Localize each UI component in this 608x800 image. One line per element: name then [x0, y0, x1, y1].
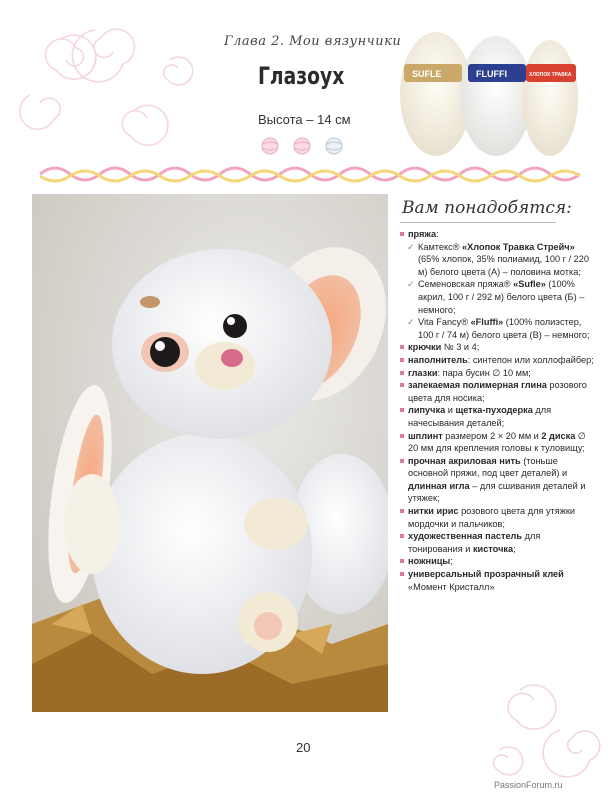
material-item — [400, 379, 594, 404]
material-name: 2 диска — [541, 430, 576, 441]
material-text: ∅ 20 мм для крепления головы к туловищу; — [408, 430, 586, 454]
material-item — [400, 530, 594, 555]
material-item — [400, 568, 594, 593]
material-subitem — [400, 316, 594, 341]
material-name: «Fluffi» — [470, 317, 504, 328]
material-item — [400, 505, 594, 530]
material-text: Vita Fancy® — [418, 317, 471, 328]
material-name: прочная акриловая нить — [408, 455, 521, 466]
material-text: (100% полиэстер, 100 г / 74 м) белого цвета (В) – немного; — [418, 317, 590, 340]
material-text: размером 2 × 20 мм и — [442, 430, 542, 441]
page-number: 20 — [296, 740, 311, 755]
materials-heading: Вам понадобятся: — [402, 198, 572, 218]
yarn-label-sufle: SUFLE — [412, 69, 442, 79]
material-text: : синтепон или холлофайбер; — [467, 354, 594, 365]
toy-height: Высота – 14 см — [258, 112, 351, 127]
material-subitem — [400, 278, 594, 316]
yarn-ball-icons — [258, 136, 354, 156]
material-name: ножницы — [408, 556, 451, 567]
yarn-ball-icon — [326, 138, 342, 154]
material-item — [400, 354, 594, 367]
material-text: Семеновская пряжа® — [418, 279, 514, 290]
material-name: липучка — [408, 405, 446, 416]
material-item — [400, 455, 594, 505]
material-text: (100% акрил, 100 г / 292 м) белого цвета (Б) – немного; — [418, 279, 585, 315]
material-name: щетка-пуходерка — [455, 405, 533, 416]
material-text: ; — [513, 543, 516, 554]
material-item — [400, 430, 594, 455]
material-name: глазки — [408, 367, 438, 378]
watermark: PassionForum.ru — [494, 780, 563, 790]
material-text: – для сшивания деталей и утяжек; — [408, 480, 586, 504]
material-subitem — [400, 241, 594, 279]
material-name: пряжа — [408, 229, 437, 239]
yarn-ball-icon — [262, 138, 278, 154]
chapter-title: Глава 2. Мои вязунчики — [224, 34, 402, 49]
material-text: розового цвета для утяжки мордочки и пальчиков; — [408, 506, 576, 529]
material-text: «Момент Кристалл» — [408, 581, 495, 592]
material-text: (65% хлопок, 35% полиамид, 100 г / 220 м) белого цвета (А) – половина мотка; — [418, 254, 589, 277]
material-text: Камтекс® — [418, 241, 463, 252]
material-name: универсальный прозрачный клей — [408, 569, 564, 580]
material-item — [400, 555, 594, 568]
page-title: Глазоух — [258, 62, 345, 90]
material-text: : — [436, 229, 439, 239]
material-name: наполнитель — [408, 354, 468, 365]
material-name: шплинт — [408, 430, 443, 441]
material-name: крючки — [408, 342, 442, 353]
material-name: нитки ирис — [408, 506, 459, 517]
material-name: художественная пастель — [408, 531, 523, 542]
toy-photo — [32, 194, 388, 712]
material-name: «Хлопок Травка Стрейч» — [462, 241, 575, 252]
material-item — [400, 228, 594, 241]
material-item — [400, 367, 594, 380]
material-name: длинная игла — [408, 480, 470, 491]
material-text: (тоньше основной пряжи, под цвет деталей) и — [408, 455, 568, 479]
material-text: ; — [450, 556, 453, 567]
yarn-skeins-image — [398, 24, 578, 162]
yarn-label-hlopok: ХЛОПОК ТРАВКА — [529, 72, 572, 78]
material-item — [400, 341, 594, 354]
material-name: запекаемая полимерная глина — [408, 380, 547, 391]
material-item — [400, 404, 594, 429]
material-name: кисточка — [472, 543, 514, 554]
material-text: и — [445, 405, 456, 416]
material-name: «Sufle» — [513, 279, 546, 290]
wave-divider — [0, 160, 608, 188]
materials-list — [400, 228, 594, 593]
material-text: : пара бусин ∅ 10 мм; — [437, 367, 531, 378]
material-text: для тонирования и — [408, 531, 541, 554]
heading-underline — [400, 221, 556, 224]
material-text: розового цвета для носика; — [408, 380, 587, 403]
yarn-label-fluffi: FLUFFI — [476, 69, 507, 79]
material-text: для начесывания деталей; — [408, 405, 552, 428]
material-text: № 3 и 4; — [441, 342, 480, 353]
yarn-ball-icon — [294, 138, 310, 154]
